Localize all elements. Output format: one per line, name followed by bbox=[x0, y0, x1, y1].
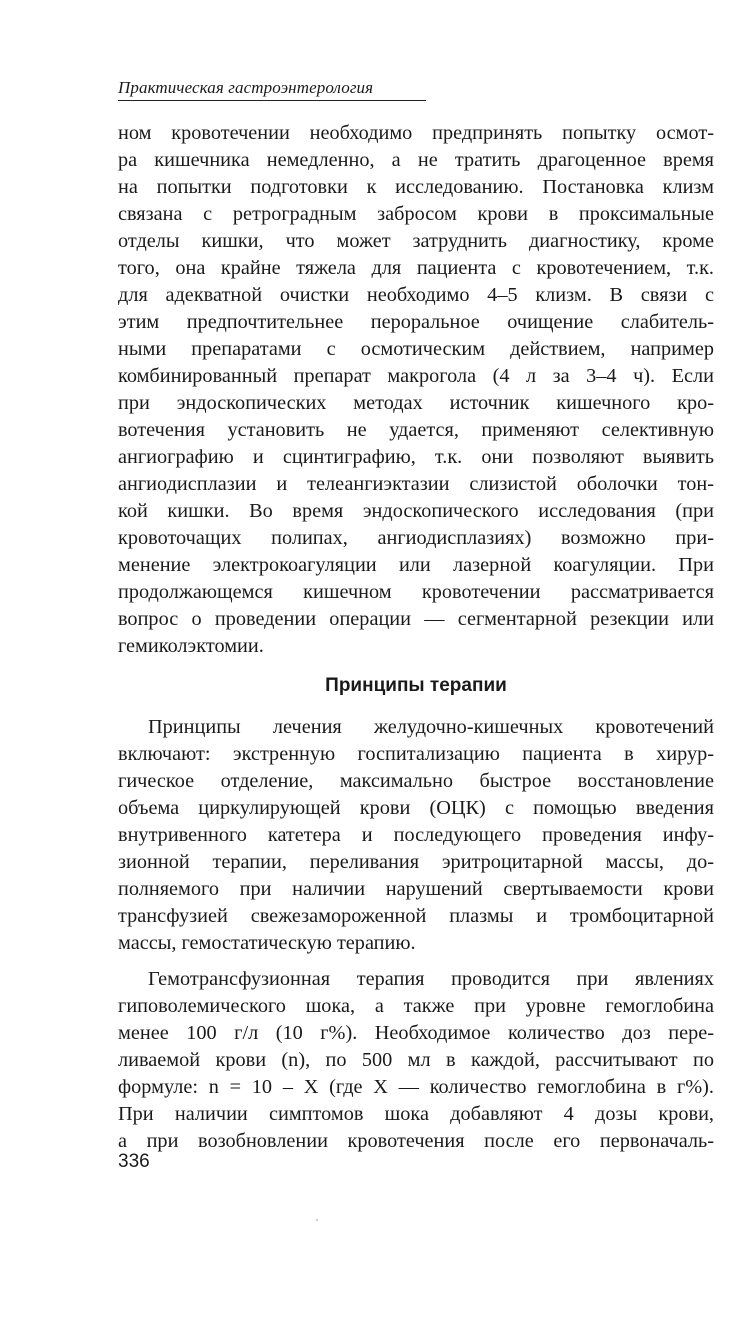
text-line: продолжающемся кишечном кровотечении рассматривается bbox=[118, 581, 714, 603]
text-line: зионной терапии, переливания эритроцитарной массы, до- bbox=[118, 851, 714, 873]
text-line: гиповолемического шока, а также при уровне гемоглобина bbox=[118, 995, 714, 1017]
paragraph-principles bbox=[118, 714, 714, 957]
text-line: кой кишки. Во время эндоскопического исследования (при bbox=[118, 500, 714, 522]
text-line: Гемотрансфузионная терапия проводится при явлениях bbox=[148, 968, 714, 990]
section-heading: Принципы терапии bbox=[325, 675, 507, 696]
text-line: а при возобновлении кровотечения после его первоначаль- bbox=[118, 1130, 714, 1152]
text-line: отделы кишки, что может затруднить диагностику, кроме bbox=[118, 230, 714, 252]
text-line: ангиодисплазии и телеангиэктазии слизистой оболочки тон- bbox=[118, 473, 714, 495]
text-line: менение электрокоагуляции или лазерной коагуляции. При bbox=[118, 554, 714, 576]
text-line: вотечения установить не удается, применяют селективную bbox=[118, 419, 714, 441]
text-line: ливаемой крови (n), по 500 мл в каждой, рассчитывают по bbox=[118, 1049, 714, 1071]
text-line: внутривенного катетера и последующего проведения инфу- bbox=[118, 824, 714, 846]
text-line: ном кровотечении необходимо предпринять попытку осмот- bbox=[118, 122, 714, 144]
body-paragraphs bbox=[118, 714, 714, 1155]
text-line: связана с ретроградным забросом крови в проксимальные bbox=[118, 203, 714, 225]
text-line: включают: экстренную госпитализацию пациента в хирур- bbox=[118, 743, 714, 765]
continued-paragraph bbox=[118, 120, 714, 660]
text-line: Принципы лечения желудочно-кишечных кровотечений bbox=[148, 716, 714, 738]
text-line: ра кишечника немедленно, а не тратить драгоценное время bbox=[118, 149, 714, 171]
scan-speck bbox=[316, 1219, 318, 1221]
text-line: При наличии симптомов шока добавляют 4 дозы крови, bbox=[118, 1103, 714, 1125]
text-line: того, она крайне тяжела для пациента с кровотечением, т.к. bbox=[118, 257, 714, 279]
page-number: 336 bbox=[118, 1151, 150, 1172]
text-line: массы, гемостатическую терапию. bbox=[118, 932, 416, 954]
text-line: при эндоскопических методах источник кишечного кро- bbox=[118, 392, 714, 414]
text-line: на попытки подготовки к исследованию. Постановка клизм bbox=[118, 176, 714, 198]
text-line: гемиколэктомии. bbox=[118, 635, 264, 657]
text-line: полняемого при наличии нарушений свертываемости крови bbox=[118, 878, 714, 900]
text-line: объема циркулирующей крови (ОЦК) с помощью введения bbox=[118, 797, 714, 819]
text-line: менее 100 г/л (10 г%). Необходимое количество доз пере- bbox=[118, 1022, 714, 1044]
text-line: трансфузией свежезамороженной плазмы и тромбоцитарной bbox=[118, 905, 714, 927]
text-line: формуле: n = 10 – X (где X — количество гемоглобина в г%). bbox=[118, 1076, 714, 1098]
paragraph-transfusion bbox=[118, 966, 714, 1155]
text-line: для адекватной очистки необходимо 4–5 клизм. В связи с bbox=[118, 284, 714, 306]
text-line: кровоточащих полипах, ангиодисплазиях) возможно при- bbox=[118, 527, 714, 549]
text-line: вопрос о проведении операции — сегментарной резекции или bbox=[118, 608, 714, 630]
text-line: ными препаратами с осмотическим действием, например bbox=[118, 338, 714, 360]
running-header: Практическая гастроэнтерология bbox=[118, 78, 426, 101]
text-line: ангиографию и сцинтиграфию, т.к. они позволяют выявить bbox=[118, 446, 714, 468]
text-line: гическое отделение, максимально быстрое восстановление bbox=[118, 770, 714, 792]
text-line: комбинированный препарат макрогола (4 л за 3–4 ч). Если bbox=[118, 365, 714, 387]
text-line: этим предпочтительнее пероральное очищение слабитель- bbox=[118, 311, 714, 333]
